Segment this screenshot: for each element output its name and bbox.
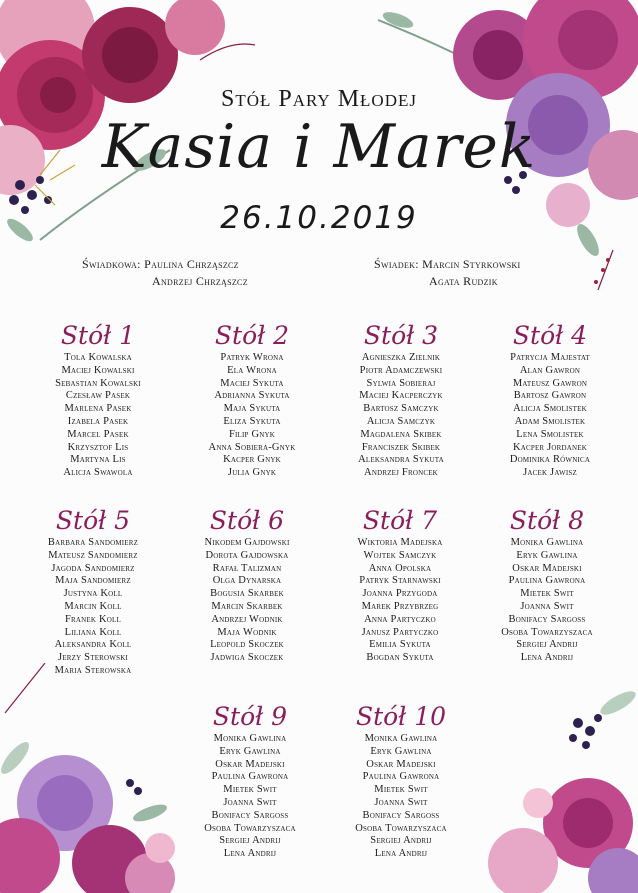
guest-name: Maciej Kacperczyk xyxy=(359,390,443,402)
guest-name: Sergiej Andrij xyxy=(516,639,578,651)
guest-name: Adrianna Sykuta xyxy=(214,390,290,402)
guest-name: Marcin Koll xyxy=(64,600,122,612)
guest-name: Paulina Gawrona xyxy=(211,771,289,783)
guest-name: Justyna Koll xyxy=(63,588,123,600)
guest-name: Andrzej Wodnik xyxy=(211,613,283,625)
guest-name: Mietek Swit xyxy=(520,588,574,600)
header-subtitle: Stół Pary Młodej xyxy=(221,86,417,112)
guest-name: Wojtek Samczyk xyxy=(363,549,437,561)
table-8 xyxy=(472,505,622,665)
guest-name: Eryk Gawlina xyxy=(219,745,281,757)
witness-right-label: Świadek: xyxy=(374,257,419,271)
guest-name: Bonifacy Sargoss xyxy=(362,809,440,821)
table-9 xyxy=(175,701,325,861)
guest-name: Dorota Gajdowska xyxy=(205,549,289,561)
guest-name: Franek Koll xyxy=(65,613,121,625)
guest-name: Agnieszka Zielnik xyxy=(361,352,441,363)
guest-name: Piotr Adamczewski xyxy=(359,364,443,376)
guest-name: Liliana Koll xyxy=(64,626,122,638)
guest-name: Mietek Swit xyxy=(223,784,277,796)
guest-name: Maciej Sykuta xyxy=(220,377,284,389)
guest-name: Bonifacy Sargoss xyxy=(508,613,586,625)
witness-left-name2: Andrzej Chrząszcz xyxy=(152,274,248,288)
table-title: Stół 9 xyxy=(212,702,288,731)
guest-list xyxy=(175,733,325,861)
guest-name: Bogdan Sykuta xyxy=(366,652,434,664)
guest-name: Eliza Sykuta xyxy=(223,415,281,427)
witness-left-row1 xyxy=(82,256,239,273)
guest-name: Osoba Towarzyszaca xyxy=(204,822,296,834)
floral-bottom-right-decoration xyxy=(478,683,638,893)
table-title: Stół 3 xyxy=(363,321,439,350)
table-4 xyxy=(475,320,625,480)
table-7 xyxy=(325,505,475,665)
guest-list xyxy=(177,352,327,480)
guest-name: Krzysztof Lis xyxy=(67,441,129,453)
guest-name: Maja Wodnik xyxy=(217,626,277,638)
witness-right-row1 xyxy=(374,256,521,273)
table-title: Stół 10 xyxy=(355,702,447,731)
guest-name: Aleksandra Sykuta xyxy=(358,454,444,466)
guest-name: Lena Andrij xyxy=(374,848,428,860)
guest-list xyxy=(172,537,322,665)
guest-name: Jadwiga Skoczek xyxy=(210,652,284,664)
guest-name: Marlena Pasek xyxy=(64,403,132,415)
guest-name: Sebastian Kowalski xyxy=(55,377,141,389)
guest-name: Izabela Pasek xyxy=(67,415,129,427)
table-title: Stół 8 xyxy=(509,506,585,535)
table-5 xyxy=(18,505,168,678)
witness-left-name1: Paulina Chrząszcz xyxy=(144,257,239,271)
guest-name: Paulina Gawrona xyxy=(362,771,440,783)
guest-name: Maja Sykuta xyxy=(223,403,281,415)
guest-list xyxy=(18,537,168,678)
guest-name: Maja Sandomierz xyxy=(55,575,131,587)
table-title: Stół 4 xyxy=(512,321,588,350)
guest-name: Maciej Kowalski xyxy=(61,364,135,376)
guest-name: Alicja Samczyk xyxy=(366,415,436,427)
guest-name: Jacek Jawisz xyxy=(523,467,577,479)
guest-name: Oskar Madejski xyxy=(512,562,582,574)
guest-name: Andrzej Froncek xyxy=(364,467,438,479)
guest-name: Bogusia Skarbek xyxy=(210,588,284,600)
guest-name: Marcin Skarbek xyxy=(211,600,283,612)
witness-right-name2: Agata Rudzik xyxy=(429,274,498,288)
guest-name: Sergiej Andrij xyxy=(370,835,432,847)
guest-name: Martyna Lis xyxy=(70,454,126,466)
guest-name: Jerzy Sterowski xyxy=(58,652,128,664)
guest-name: Patryk Wrona xyxy=(220,352,284,363)
guest-name: Kacper Gnyk xyxy=(223,454,281,466)
guest-list xyxy=(475,352,625,480)
guest-name: Alan Gawron xyxy=(519,364,581,376)
guest-name: Lena Andrij xyxy=(520,652,574,664)
guest-name: Julia Gnyk xyxy=(227,467,277,479)
guest-name: Patryk Starnawski xyxy=(359,575,441,587)
guest-name: Eryk Gawlina xyxy=(370,745,432,757)
guest-name: Magdalena Skibek xyxy=(360,428,442,440)
guest-name: Alicja Smolistek xyxy=(513,403,587,415)
table-6 xyxy=(172,505,322,665)
table-1 xyxy=(23,320,173,480)
table-title: Stół 2 xyxy=(214,321,290,350)
guest-list xyxy=(23,352,173,480)
guest-name: Aleksandra Koll xyxy=(54,639,132,651)
guest-name: Anna Partyczko xyxy=(364,613,436,625)
guest-name: Joanna Przygoda xyxy=(362,588,438,600)
guest-name: Marek Przybrzeg xyxy=(361,600,439,612)
guest-name: Bartosz Samczyk xyxy=(363,403,439,415)
guest-name: Sergiej Andrij xyxy=(219,835,281,847)
guest-name: Bartosz Gawron xyxy=(513,390,587,402)
guest-name: Anna Opolska xyxy=(368,562,432,574)
guest-name: Rafał Talizman xyxy=(212,562,282,574)
guest-name: Anna Sobiera-Gnyk xyxy=(208,441,296,453)
guest-name: Monika Gawlina xyxy=(213,733,287,744)
guest-name: Osoba Towarzyszaca xyxy=(355,822,447,834)
guest-list xyxy=(326,352,476,480)
guest-name: Janusz Partyczko xyxy=(361,626,439,638)
guest-name: Monika Gawlina xyxy=(364,733,438,744)
guest-name: Mietek Swit xyxy=(374,784,428,796)
guest-name: Tola Kowalska xyxy=(64,352,132,363)
wedding-date: 26.10.2019 xyxy=(220,200,418,236)
guest-name: Franciszek Skibek xyxy=(361,441,441,453)
guest-name: Olga Dynarska xyxy=(212,575,282,587)
guest-name: Adam Smolistek xyxy=(514,415,586,427)
guest-list xyxy=(326,733,476,861)
table-title: Stół 1 xyxy=(60,321,136,350)
guest-name: Alicja Swawola xyxy=(63,467,133,479)
guest-name: Filip Gnyk xyxy=(228,428,276,440)
guest-name: Wiktoria Madejska xyxy=(357,537,443,548)
table-title: Stół 6 xyxy=(209,506,285,535)
guest-name: Mateusz Sandomierz xyxy=(48,549,138,561)
guest-list xyxy=(472,537,622,665)
guest-name: Oskar Madejski xyxy=(215,758,285,770)
table-10 xyxy=(326,701,476,861)
guest-name: Maria Sterowska xyxy=(54,664,132,676)
guest-name: Sylwia Sobieraj xyxy=(366,377,436,389)
guest-name: Paulina Gawrona xyxy=(508,575,586,587)
guest-name: Kacper Jordanek xyxy=(512,441,588,453)
guest-name: Lena Smolistek xyxy=(516,428,584,440)
couple-names: Kasia i Marek xyxy=(101,112,537,182)
guest-name: Czesław Pasek xyxy=(65,390,131,402)
floral-bottom-left-decoration xyxy=(0,663,200,893)
guest-name: Monika Gawlina xyxy=(510,537,584,548)
guest-name: Leopold Skoczek xyxy=(210,639,284,651)
guest-name: Bonifacy Sargoss xyxy=(211,809,289,821)
guest-name: Joanna Swit xyxy=(520,600,574,612)
table-title: Stół 5 xyxy=(55,506,131,535)
witness-left-label: Świadkowa: xyxy=(82,257,141,271)
guest-name: Jagoda Sandomierz xyxy=(51,562,135,574)
guest-name: Oskar Madejski xyxy=(366,758,436,770)
guest-name: Nikodem Gajdowski xyxy=(204,537,290,548)
guest-name: Lena Andrij xyxy=(223,848,277,860)
table-2 xyxy=(177,320,327,480)
guest-name: Joanna Swit xyxy=(374,796,428,808)
witness-right-name1: Marcin Styrkowski xyxy=(422,257,521,271)
guest-name: Eryk Gawlina xyxy=(516,549,578,561)
guest-name: Emilia Sykuta xyxy=(369,639,431,651)
guest-name: Barbara Sandomierz xyxy=(47,537,139,548)
guest-list xyxy=(325,537,475,665)
guest-name: Osoba Towarzyszaca xyxy=(501,626,593,638)
guest-name: Dominika Równica xyxy=(509,454,591,466)
guest-name: Joanna Swit xyxy=(223,796,277,808)
guest-name: Marcel Pasek xyxy=(67,428,129,440)
table-title: Stół 7 xyxy=(362,506,438,535)
guest-name: Ela Wrona xyxy=(227,364,277,376)
guest-name: Mateusz Gawron xyxy=(512,377,588,389)
guest-name: Patrycja Majestat xyxy=(510,352,590,363)
table-3 xyxy=(326,320,476,480)
